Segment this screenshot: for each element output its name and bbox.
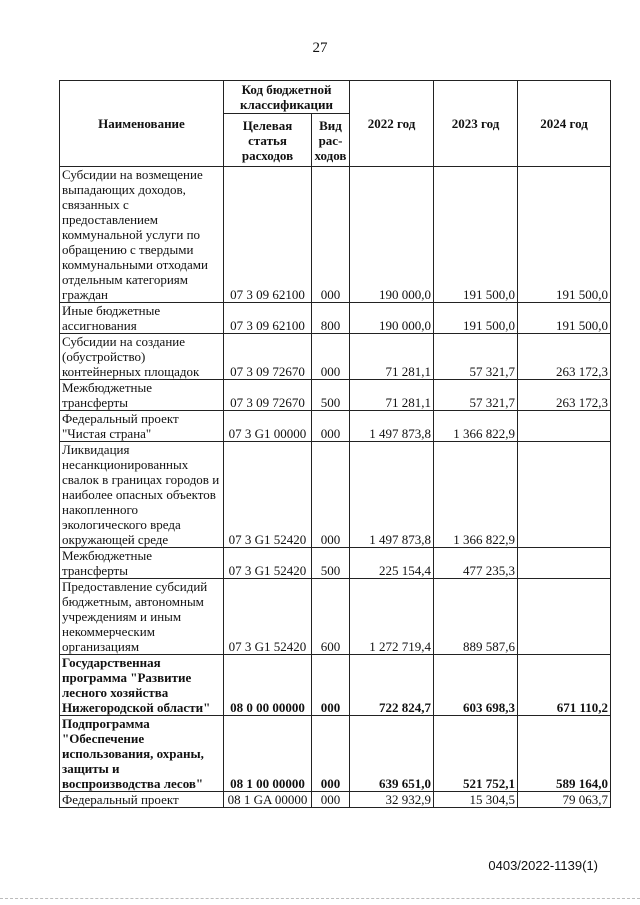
header-2023: 2023 год [434, 81, 518, 167]
cell-2023: 57 321,7 [434, 380, 518, 411]
cell-name: Предоставление субсидий бюджетным, автономным учреждениям и иным некоммерческим организациям [60, 579, 224, 655]
cell-name: Ликвидация несанкционированных свалок в границах городов и наиболее опасных объектов накопленного экологического вреда окружающей среде [60, 442, 224, 548]
cell-name: Федеральный проект "Чистая страна" [60, 411, 224, 442]
cell-2023: 889 587,6 [434, 579, 518, 655]
cell-name: Подпрограмма "Обеспечение использования, охраны, защиты и воспроизводства лесов" [60, 716, 224, 792]
table-row [60, 548, 611, 579]
cell-2022: 639 651,0 [350, 716, 434, 792]
cell-2023: 477 235,3 [434, 548, 518, 579]
cell-2022: 1 497 873,8 [350, 442, 434, 548]
cell-target: 08 1 00 00000 [224, 716, 312, 792]
cell-2024 [518, 548, 611, 579]
table-row [60, 792, 611, 808]
cell-name: Субсидии на создание (обустройство) контейнерных площадок [60, 334, 224, 380]
table-row [60, 303, 611, 334]
cell-2023: 57 321,7 [434, 334, 518, 380]
header-name: Наименование [60, 81, 224, 167]
cell-2024: 671 110,2 [518, 655, 611, 716]
table-row [60, 716, 611, 792]
cell-target: 07 3 09 72670 [224, 380, 312, 411]
cell-type: 000 [312, 442, 350, 548]
cell-type: 500 [312, 548, 350, 579]
cell-target: 07 3 G1 00000 [224, 411, 312, 442]
cell-2022: 190 000,0 [350, 167, 434, 303]
cell-2024: 589 164,0 [518, 716, 611, 792]
cell-target: 08 0 00 00000 [224, 655, 312, 716]
cell-2022: 1 497 873,8 [350, 411, 434, 442]
cell-name: Иные бюджетные ассигнования [60, 303, 224, 334]
cell-2024: 191 500,0 [518, 167, 611, 303]
cell-2022: 722 824,7 [350, 655, 434, 716]
header-target-article: Целевая статья расходов [224, 114, 312, 167]
table-body [60, 167, 611, 808]
header-code-group: Код бюджетной классификации [224, 81, 350, 114]
cell-2022: 225 154,4 [350, 548, 434, 579]
cell-name: Субсидии на возмещение выпадающих доходов, связанных с предоставлением коммунальной услуги по обращению с твердыми коммунальными отходами отдельным категориям граждан [60, 167, 224, 303]
cell-2022: 71 281,1 [350, 334, 434, 380]
cell-2022: 32 932,9 [350, 792, 434, 808]
scan-edge-divider [0, 898, 640, 899]
cell-2022: 190 000,0 [350, 303, 434, 334]
cell-target: 08 1 GA 00000 [224, 792, 312, 808]
cell-2023: 1 366 822,9 [434, 411, 518, 442]
cell-name: Федеральный проект [60, 792, 224, 808]
cell-2023: 191 500,0 [434, 303, 518, 334]
cell-2024 [518, 579, 611, 655]
cell-2023: 191 500,0 [434, 167, 518, 303]
cell-2022: 71 281,1 [350, 380, 434, 411]
cell-target: 07 3 G1 52420 [224, 442, 312, 548]
cell-2024 [518, 442, 611, 548]
table-row [60, 579, 611, 655]
table-row [60, 380, 611, 411]
cell-target: 07 3 G1 52420 [224, 579, 312, 655]
cell-2024: 263 172,3 [518, 334, 611, 380]
cell-type: 800 [312, 303, 350, 334]
cell-type: 000 [312, 167, 350, 303]
cell-type: 000 [312, 655, 350, 716]
cell-2023: 521 752,1 [434, 716, 518, 792]
table-header [60, 81, 611, 167]
cell-2023: 15 304,5 [434, 792, 518, 808]
cell-type: 000 [312, 716, 350, 792]
cell-2022: 1 272 719,4 [350, 579, 434, 655]
table-row [60, 411, 611, 442]
header-2022: 2022 год [350, 81, 434, 167]
cell-name: Государственная программа "Развитие лесного хозяйства Нижегородской области" [60, 655, 224, 716]
table-row [60, 334, 611, 380]
header-2024: 2024 год [518, 81, 611, 167]
header-expense-type: Вид рас-ходов [312, 114, 350, 167]
cell-2024: 79 063,7 [518, 792, 611, 808]
cell-target: 07 3 09 72670 [224, 334, 312, 380]
cell-name: Межбюджетные трансферты [60, 548, 224, 579]
cell-2024: 263 172,3 [518, 380, 611, 411]
cell-target: 07 3 09 62100 [224, 303, 312, 334]
table-row [60, 442, 611, 548]
cell-2023: 1 366 822,9 [434, 442, 518, 548]
cell-2024 [518, 411, 611, 442]
cell-2024: 191 500,0 [518, 303, 611, 334]
table-row [60, 167, 611, 303]
cell-name: Межбюджетные трансферты [60, 380, 224, 411]
cell-type: 000 [312, 792, 350, 808]
cell-target: 07 3 09 62100 [224, 167, 312, 303]
budget-table [59, 80, 611, 808]
table-row [60, 655, 611, 716]
cell-type: 000 [312, 334, 350, 380]
document-code: 0403/2022-1139(1) [488, 858, 598, 873]
cell-2023: 603 698,3 [434, 655, 518, 716]
cell-type: 500 [312, 380, 350, 411]
cell-target: 07 3 G1 52420 [224, 548, 312, 579]
cell-type: 000 [312, 411, 350, 442]
page-number: 27 [312, 40, 328, 56]
cell-type: 600 [312, 579, 350, 655]
